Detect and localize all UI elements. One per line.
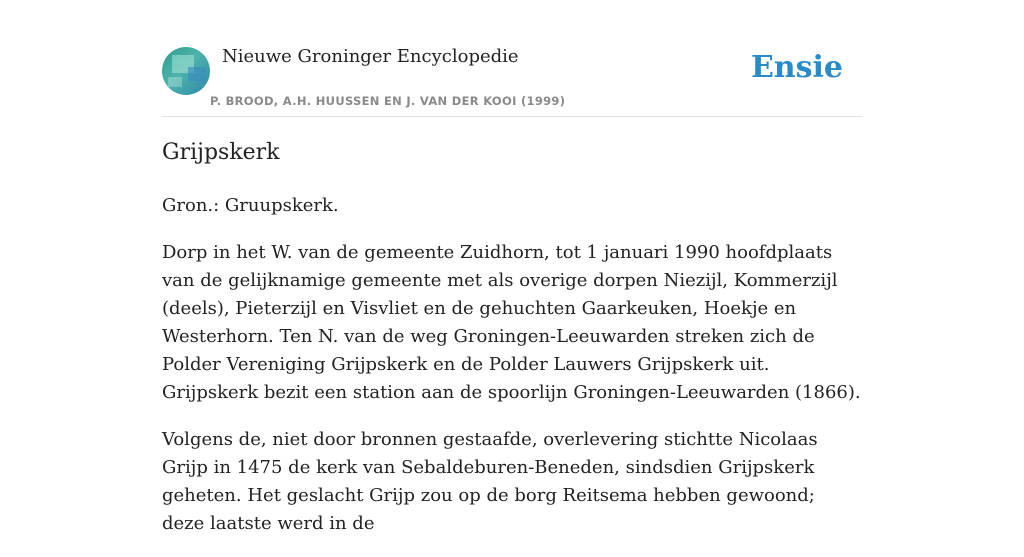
ensie-logo-link[interactable]: Ensie <box>750 50 843 85</box>
entry-paragraph: Dorp in het W. van de gemeente Zuidhorn, tot 1 januari 1990 hoofdplaats van de gelijknamige gemeente met als overige dorpen Niezijl, Kommerzijl (deels), Pieterzijl en Visvliet en de gehuchten Gaarkeuken, Hoekje en Westerhorn. Ten N. van de weg Groningen-Leeuwarden streken zich de Polder Vereniging Grijpskerk en de Polder Lauwers Grijpskerk uit. Grijpskerk bezit een station aan de spoorlijn Groningen-Leeuwarden (1866). <box>162 242 861 403</box>
cover-art-block <box>168 77 182 87</box>
entry-content <box>162 192 862 557</box>
authors-line: P. BROOD, A.H. HUUSSEN EN J. VAN DER KOOI (1999) <box>210 94 566 108</box>
entry-title: Grijpskerk <box>162 140 280 165</box>
header <box>162 0 862 117</box>
book-cover-thumbnail[interactable] <box>162 47 210 95</box>
entry-paragraph: Volgens de, niet door bronnen gestaafde, overlevering stichtte Nicolaas Grijp in 1475 de kerk van Sebaldeburen-Beneden, sindsdien Grijpskerk geheten. Het geslacht Grijp zou op de borg Reitsema hebben gewoond; deze laatste werd in de <box>162 429 818 534</box>
entry-paragraph: Gron.: Gruupskerk. <box>162 195 339 216</box>
page <box>162 0 862 534</box>
work-title-link[interactable]: Nieuwe Groninger Encyclopedie <box>222 46 519 67</box>
cover-art-block <box>188 67 206 81</box>
